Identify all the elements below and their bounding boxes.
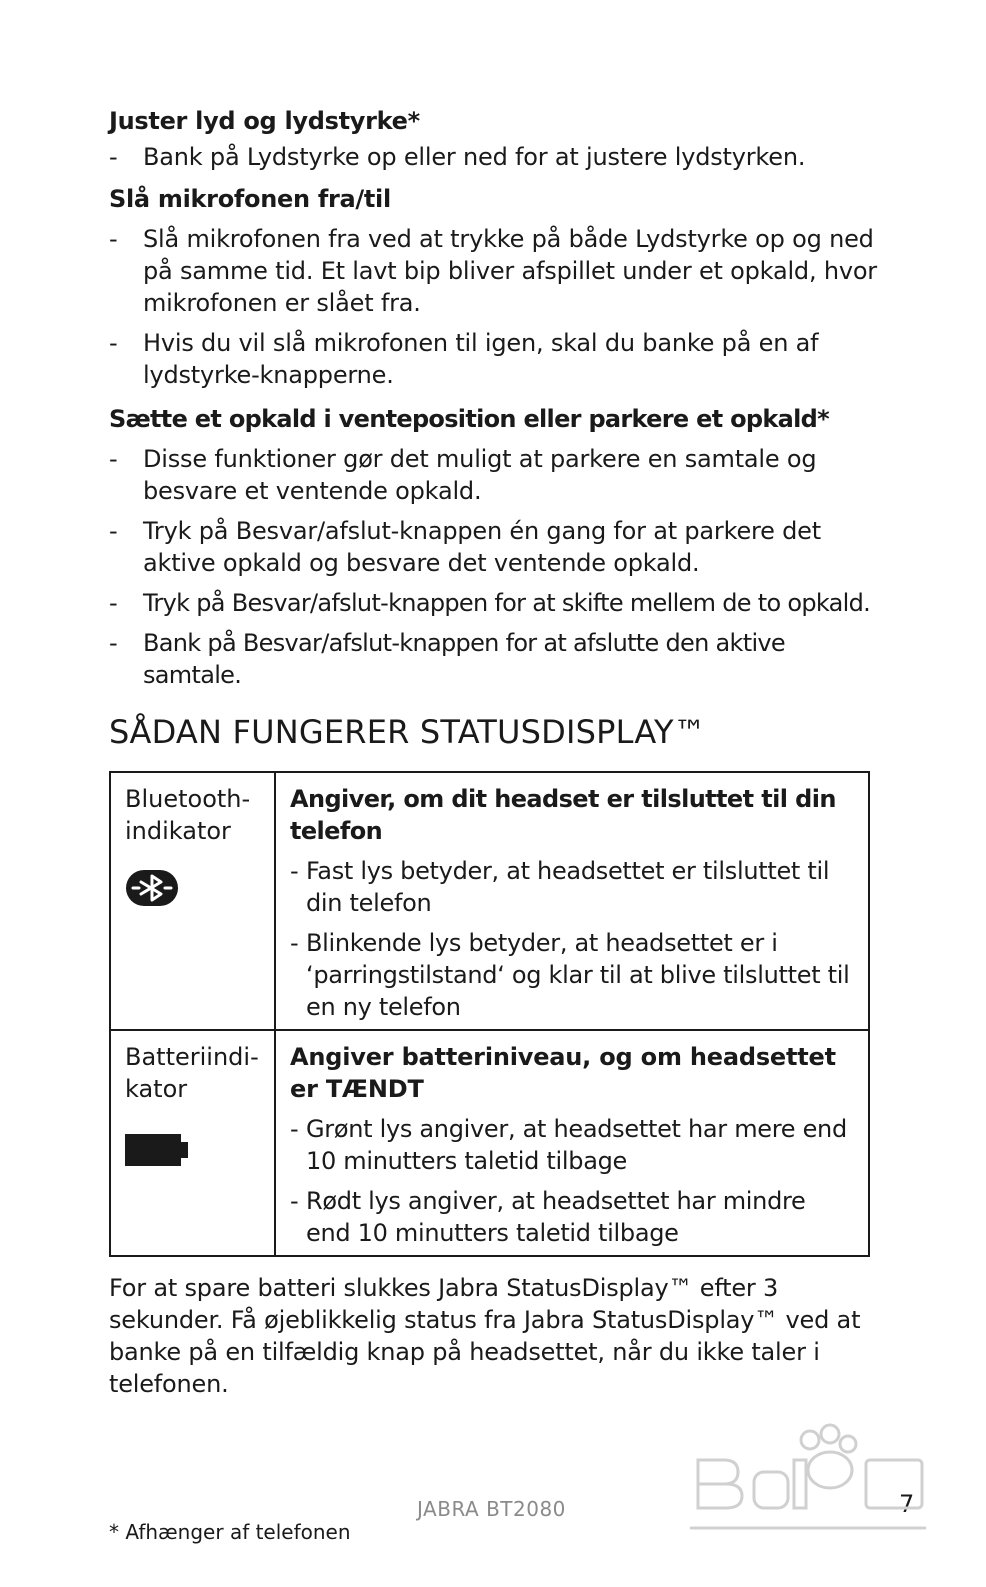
instructions — [109, 105, 889, 691]
section-mute — [109, 183, 889, 391]
bullet-dash: - — [109, 629, 117, 657]
bullet-dash: - — [109, 225, 118, 253]
bullet-item — [109, 141, 889, 173]
table-desc-cell — [275, 1030, 869, 1256]
bullet-text: Disse funktioner gør det muligt at parkere en samtale og besvare et ventende opkald. — [143, 445, 817, 505]
battery-icon — [125, 1133, 189, 1167]
bullet-text: Bank på Lydstyrke op eller ned for at justere lydstyrken. — [143, 143, 806, 171]
row-title: Angiver batteriniveau, og om headsettet er TÆNDT — [290, 1043, 836, 1103]
section-heading: Sætte et opkald i venteposition eller parkere et opkald* — [109, 405, 830, 433]
row-label: Bluetooth-indikator — [125, 785, 251, 845]
table-row — [110, 1030, 869, 1256]
bullet-item — [109, 327, 889, 391]
bullet-dash: - — [290, 857, 299, 885]
section-hold — [109, 403, 889, 691]
bluetooth-icon — [125, 869, 179, 907]
bullet-text: Tryk på Besvar/afslut-knappen for at skifte mellem de to opkald. — [143, 589, 871, 617]
bullet-dash: - — [109, 517, 118, 545]
row-label: Batteriindi-kator — [125, 1043, 259, 1103]
desc-item — [290, 927, 854, 1023]
desc-item — [290, 855, 854, 919]
bullet-dash: - — [290, 1115, 299, 1143]
section-heading: Slå mikrofonen fra/til — [109, 185, 391, 213]
bullet-dash: - — [290, 929, 299, 957]
bullet-dash: - — [109, 143, 118, 171]
desc-item — [290, 1185, 854, 1249]
statusdisplay-paragraph: For at spare batteri slukkes Jabra StatusDisplay™ efter 3 sekunder. Få øjeblikkelig status fra Jabra StatusDisplay™ ved at banke på en tilfældig knap på headsettet, når du ikke taler i telefonen. — [109, 1274, 861, 1398]
status-heading: SÅDAN FUNGERER STATUSDISPLAY™ — [109, 713, 706, 751]
bullet-text: Bank på Besvar/afslut-knappen for at afslutte den aktive samtale. — [143, 629, 785, 689]
bullet-dash: - — [109, 589, 117, 617]
bullet-text: Tryk på Besvar/afslut-knappen én gang for at parkere det aktive opkald og besvare det ventende opkald. — [143, 517, 821, 577]
desc-text: Rødt lys angiver, at headsettet har mindre end 10 minutters taletid tilbage — [306, 1187, 806, 1247]
bullet-dash: - — [109, 445, 118, 473]
bullet-dash: - — [290, 1187, 299, 1215]
table-label-cell — [110, 1030, 275, 1256]
bullet-dash: - — [109, 329, 118, 357]
section-heading: Juster lyd og lydstyrke* — [109, 107, 420, 135]
table-desc-cell — [275, 772, 869, 1030]
bullet-text: Slå mikrofonen fra ved at trykke på både Lydstyrke op og ned på samme tid. Et lavt bip bliver afspillet under et opkald, hvor mikrofonen er slået fra. — [143, 225, 877, 317]
bullet-item — [109, 587, 889, 619]
bullet-text: Hvis du vil slå mikrofonen til igen, skal du banke på en af lydstyrke-knapperne. — [143, 329, 819, 389]
watermark-logo — [690, 1420, 930, 1540]
desc-text: Fast lys betyder, at headsettet er tilsluttet til din telefon — [306, 857, 830, 917]
table-label-cell — [110, 772, 275, 1030]
desc-item — [290, 1113, 854, 1177]
section-volume — [109, 105, 889, 173]
desc-text: Grønt lys angiver, at headsettet har mere end 10 minutters taletid tilbage — [306, 1115, 847, 1175]
footer-product: JABRA BT2080 — [417, 1497, 566, 1521]
table-row — [110, 772, 869, 1030]
bullet-item — [109, 223, 889, 319]
bullet-item — [109, 515, 889, 579]
row-title: Angiver, om dit headset er tilsluttet til din telefon — [290, 785, 836, 845]
status-section — [109, 712, 706, 752]
desc-text: Blinkende lys betyder, at headsettet er i ‘parringstilstand‘ og klar til at blive tilsluttet til en ny telefon — [306, 929, 850, 1021]
bullet-item — [109, 627, 889, 691]
bullet-item — [109, 443, 889, 507]
status-table — [109, 771, 870, 1257]
page-number: 7 — [899, 1490, 915, 1518]
footnote: * Afhænger af telefonen — [109, 1520, 351, 1544]
